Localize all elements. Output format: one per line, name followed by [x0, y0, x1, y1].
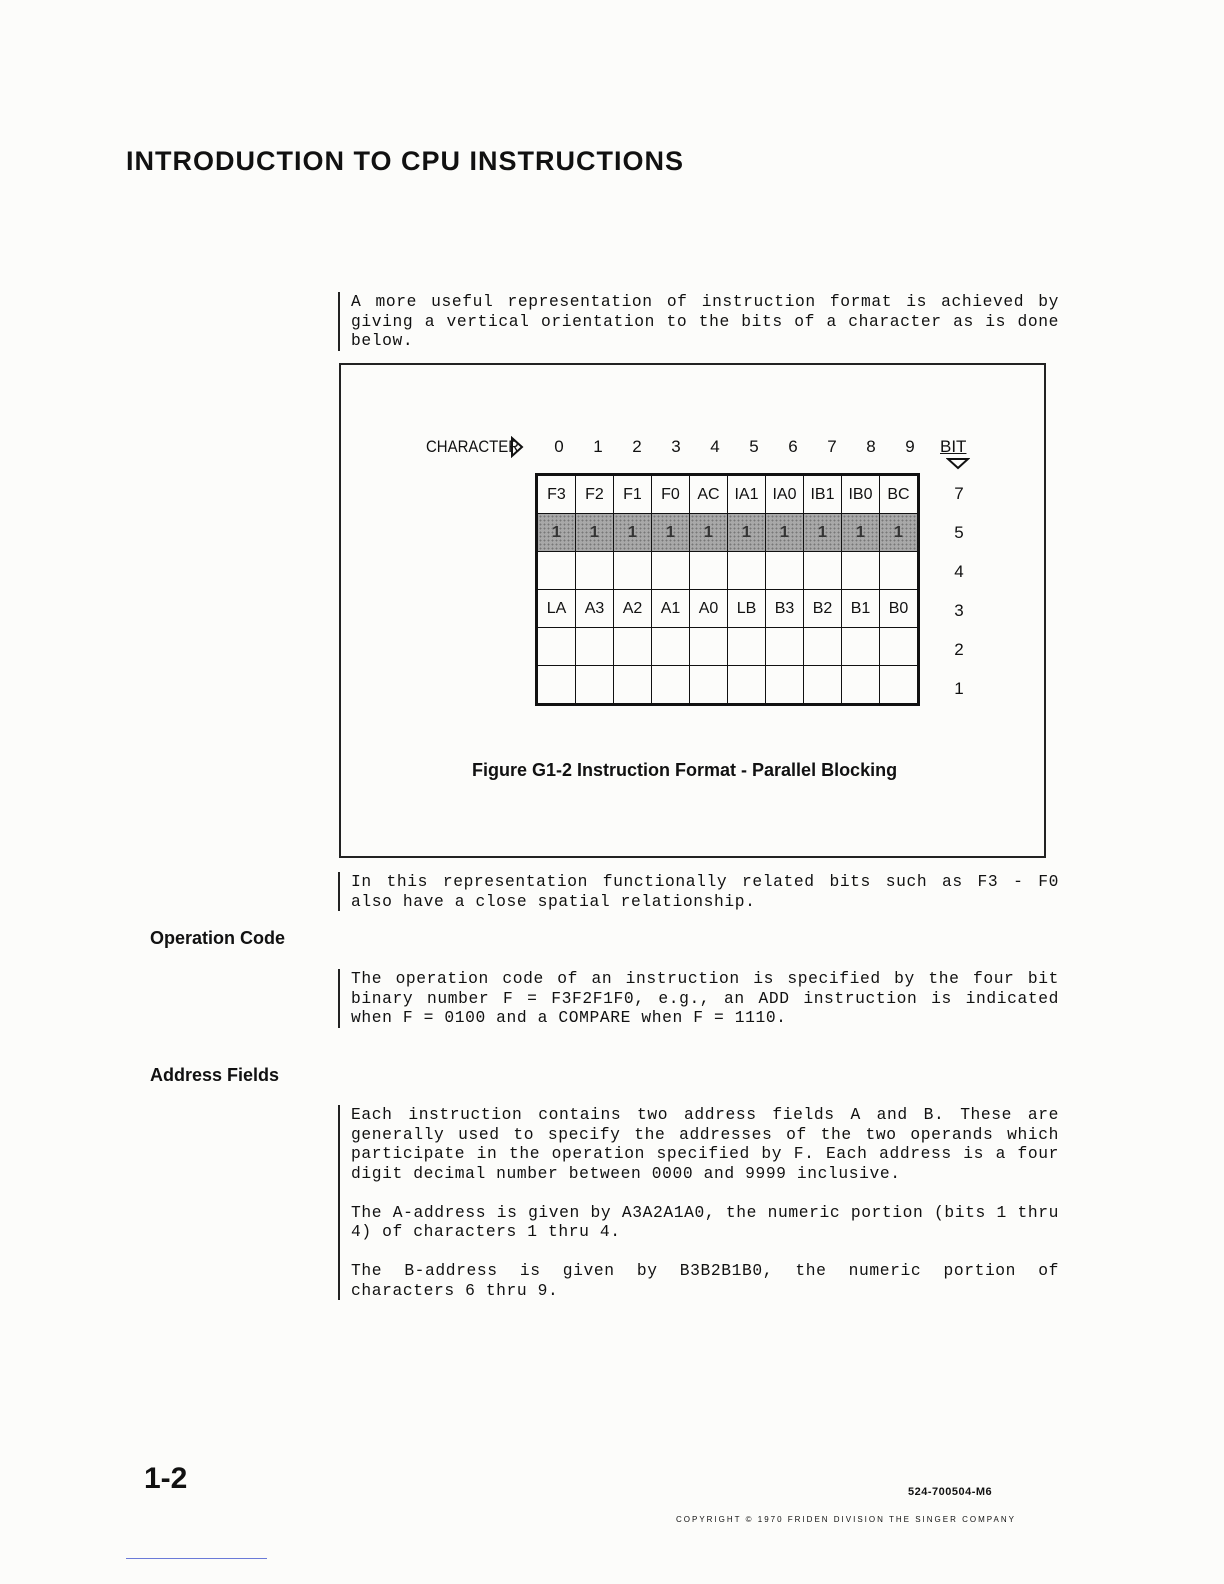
bit-row-label: 1 — [954, 679, 964, 698]
page-number: 1-2 — [144, 1462, 188, 1495]
grid-cell: F2 — [576, 475, 614, 514]
grid-cell — [880, 552, 919, 590]
bit-label: BIT — [940, 437, 967, 456]
column-number: 2 — [632, 437, 642, 456]
grid-cell: 1 — [728, 514, 766, 552]
grid-cell — [652, 552, 690, 590]
bit-row-label: 7 — [954, 484, 964, 503]
grid-cell: B3 — [766, 590, 804, 628]
instruction-format-grid — [535, 473, 920, 706]
grid-cell: A1 — [652, 590, 690, 628]
column-number: 1 — [593, 437, 603, 456]
grid-cell: LB — [728, 590, 766, 628]
grid-cell: AC — [690, 475, 728, 514]
grid-cell — [728, 628, 766, 666]
column-number: 3 — [671, 437, 681, 456]
grid-cell — [766, 628, 804, 666]
section-heading-address-fields: Address Fields — [150, 1065, 280, 1085]
grid-cell: B2 — [804, 590, 842, 628]
grid-cell: B0 — [880, 590, 919, 628]
grid-cell: 1 — [842, 514, 880, 552]
operation-code-text: The operation code of an instruction is specified by the four bit binary number F = F3F2F1F0, e.g., an ADD instruction is indicated when F = 0100 and a COMPARE when F = 1110. — [351, 969, 1059, 1027]
copyright-notice: COPYRIGHT © 1970 FRIDEN DIVISION THE SINGER COMPANY — [676, 1515, 1016, 1524]
column-number: 0 — [554, 437, 564, 456]
address-fields-text: Each instruction contains two address fields A and B. These are generally used to specify the addresses of the two operands which participate in the operation specified by F. Each address is a four digit decimal number between 0000 and 9999 inclusive. — [351, 1105, 1059, 1183]
grid-cell — [728, 552, 766, 590]
grid-cell — [880, 666, 919, 705]
a-address-text: The A-address is given by A3A2A1A0, the numeric portion (bits 1 thru 4) of characters 1 thru 4. — [351, 1202, 1059, 1241]
grid-cell: A3 — [576, 590, 614, 628]
grid-cell — [652, 666, 690, 705]
grid-cell — [537, 552, 576, 590]
grid-row — [537, 666, 919, 705]
grid-cell — [652, 628, 690, 666]
grid-cell — [690, 552, 728, 590]
grid-cell: A0 — [690, 590, 728, 628]
grid-cell — [766, 552, 804, 590]
grid-row — [537, 514, 919, 552]
grid-cell — [690, 628, 728, 666]
address-fields-paragraphs — [338, 1105, 1059, 1300]
column-number: 9 — [905, 437, 915, 456]
grid-cell: F1 — [614, 475, 652, 514]
grid-cell: IB0 — [842, 475, 880, 514]
grid-cell — [614, 552, 652, 590]
column-number: 5 — [749, 437, 759, 456]
grid-cell — [576, 552, 614, 590]
grid-cell — [842, 666, 880, 705]
grid-cell — [614, 666, 652, 705]
grid-cell: 1 — [766, 514, 804, 552]
grid-cell: BC — [880, 475, 919, 514]
grid-cell — [576, 666, 614, 705]
b-address-text: The B-address is given by B3B2B1B0, the numeric portion of characters 6 thru 9. — [351, 1261, 1059, 1300]
page-title: INTRODUCTION TO CPU INSTRUCTIONS — [126, 146, 684, 176]
grid-cell: LA — [537, 590, 576, 628]
section-heading-operation-code: Operation Code — [150, 928, 286, 948]
operation-code-paragraph — [338, 969, 1059, 1028]
grid-cell — [880, 628, 919, 666]
grid-cell — [537, 628, 576, 666]
grid-cell — [842, 552, 880, 590]
document-number: 524-700504-M6 — [908, 1486, 993, 1498]
grid-row — [537, 552, 919, 590]
grid-cell: 1 — [690, 514, 728, 552]
grid-cell: 1 — [576, 514, 614, 552]
intro-text: A more useful representation of instruction format is achieved by giving a vertical orientation to the bits of a character as is done below. — [351, 292, 1059, 350]
grid-cell — [728, 666, 766, 705]
bit-row-label: 5 — [954, 523, 964, 542]
grid-cell: IA1 — [728, 475, 766, 514]
grid-cell: A2 — [614, 590, 652, 628]
figure-caption: Figure G1-2 Instruction Format - Parallel Blocking — [472, 760, 898, 780]
grid-row — [537, 590, 919, 628]
grid-cell — [842, 628, 880, 666]
footer-rule — [126, 1558, 267, 1559]
grid-cell — [537, 666, 576, 705]
bit-row-label: 4 — [954, 562, 964, 581]
grid-cell: 1 — [804, 514, 842, 552]
bit-row-label: 2 — [954, 640, 964, 659]
bit-row-label: 3 — [954, 601, 964, 620]
grid-row — [537, 628, 919, 666]
column-number: 8 — [866, 437, 876, 456]
grid-cell: F0 — [652, 475, 690, 514]
grid-cell: 1 — [614, 514, 652, 552]
grid-cell: 1 — [652, 514, 690, 552]
grid-cell — [804, 552, 842, 590]
column-number: 6 — [788, 437, 798, 456]
after-figure-paragraph — [338, 872, 1059, 911]
down-arrow-icon — [946, 456, 970, 470]
column-number: 4 — [710, 437, 720, 456]
grid-row — [537, 475, 919, 514]
intro-paragraph — [338, 292, 1059, 351]
after-figure-text: In this representation functionally related bits such as F3 - F0 also have a close spatial relationship. — [351, 872, 1059, 911]
grid-cell: IB1 — [804, 475, 842, 514]
grid-cell — [576, 628, 614, 666]
grid-cell — [804, 666, 842, 705]
character-label: CHARACTER — [426, 437, 520, 456]
grid-cell: F3 — [537, 475, 576, 514]
grid-cell: 1 — [880, 514, 919, 552]
grid-cell — [690, 666, 728, 705]
grid-cell — [614, 628, 652, 666]
grid-cell: 1 — [537, 514, 576, 552]
grid-cell: B1 — [842, 590, 880, 628]
grid-cell — [766, 666, 804, 705]
grid-cell: IA0 — [766, 475, 804, 514]
right-arrow-icon — [510, 436, 524, 458]
grid-cell — [804, 628, 842, 666]
column-number: 7 — [827, 437, 837, 456]
